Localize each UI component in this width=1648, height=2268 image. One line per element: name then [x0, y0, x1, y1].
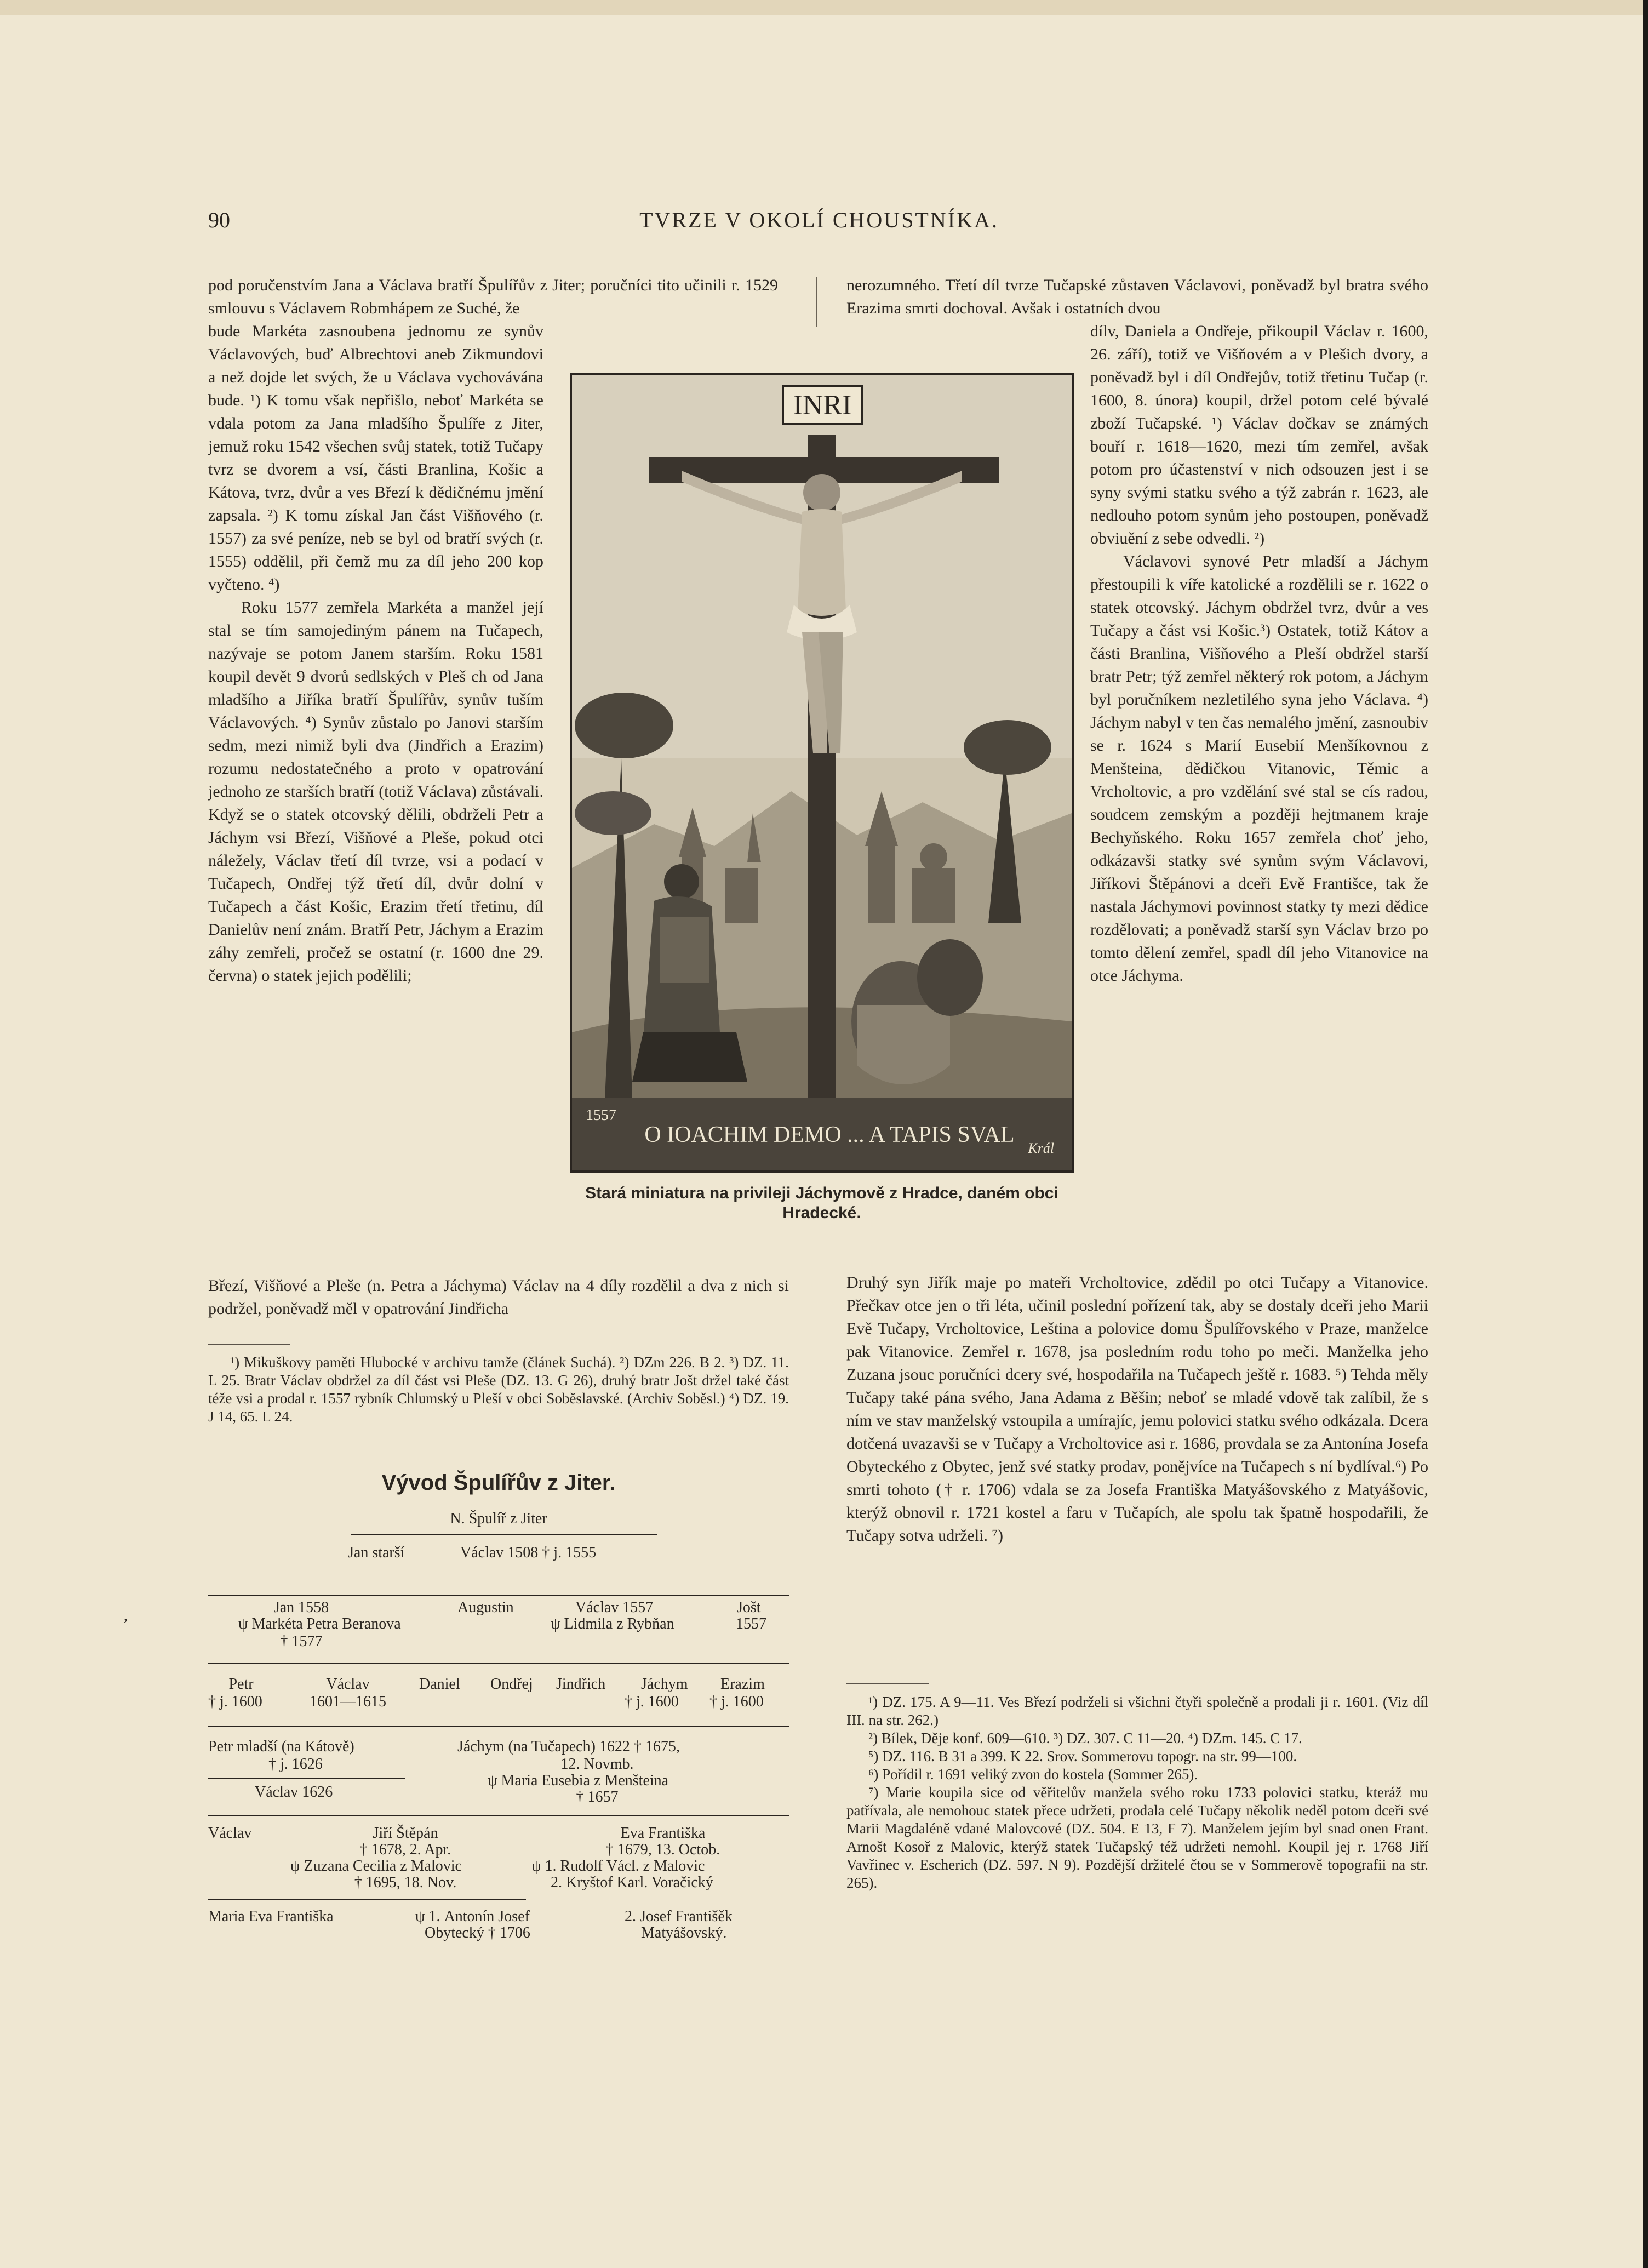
gen3-ondrej: Ondřej [490, 1676, 533, 1693]
margin-mark: , [124, 1607, 128, 1624]
gen4-petr-died: † j. 1626 [268, 1756, 323, 1773]
paragraph: dílv, Daniela a Ondřeje, přikoupil Václav r. 1600, 26. září), totiž ve Višňovém a v Plešich dvory, a poněvadž byl i díl Ondřejův, totiž třetinu Tučap (r. 1600, 8. února) koupil, držel potom celé bývalé zboží Tučapské. ¹) Václav dočkav se známých bouří r. 1618—1620, mezi tím zemřel, avšak potom pro účastenství v nich odsouzen jest i se syny svými statku svého a týž zabrán r. 1623, ale nedlouho potom synům jeho postoupen, poněvadž obviuění z sebe odvedli. ²) [1090, 322, 1428, 547]
gen3-erazim: Erazim [720, 1676, 765, 1693]
footnote: ⁷) Marie koupila sice od věřitelův manžela svého roku 1733 polovici statku, kteráž mu patřívala, ale nemohouc statek přece udržeti, prodala celé Tučapy několik neděl potom dceři své Marii Magdaléně vdané Malovcové (DZ. 504. E 13, F 7). Manželem jejím byl snad onen Frant. Arnošt Kosoř z Malovic, kterýž statek Tučapský též udržeti nemohl. Koupil jej r. 1768 Jiří Vavřinec v. Escherich (DZ. 597. N 9). Pozdější držitelé čtou se v Sommerově topografii na str. 265). [846, 1784, 1428, 1891]
gen6-husband-2-line2: Matyášovský. [641, 1924, 727, 1941]
crucifixion-miniature [570, 373, 1074, 1173]
body-text-left-top: pod poručenstvím Jana a Václava bratří Špulířův z Jiter; poručníci tito učinili r. 1529 smlouvu s Václavem Robmhápem ze Suché, že [208, 276, 778, 317]
gen5-eva-husband-2: 2. Kryštof Karl. Voračický [551, 1874, 713, 1891]
gen3-daniel: Daniel [419, 1676, 460, 1693]
gen5-vaclav: Václav [208, 1825, 252, 1842]
paragraph: bude Markéta zasnoubena jednomu ze synův Václavových, buď Albrechtovi aneb Zikmundovi a než dojde let svých, že u Václava vychovávána bude. ¹) K tomu však nepřišlo, neboť Markéta se vdala potom za Jana mladšího Špulíře z Jiter, jemuž roku 1542 všechen svůj statek, totiž Tučapy tvrz se dvorem a vsí, části Branlina, Košic a Kátova, tvrz, dvůr a ves Březí k dědičnému jmění zapsala. ²) K tomu získal Jan část Višňového (r. 1557) za své peníze, neb se byl od bratří svých (r. 1555) oddělil, při čemž mu za díl jeho 200 kop vyčteno. ⁴) [208, 322, 543, 593]
body-text-right-top: nerozumného. Třetí díl tvrze Tučapské zůstaven Václavovi, poněvadž byl bratra svého Erazima smrti dochoval. Avšak i ostatních dvou [846, 276, 1428, 317]
gen6-husband-1: ψ 1. Antonín Josef [415, 1908, 530, 1925]
genealogy-line [208, 1815, 789, 1816]
footnote: ²) Bílek, Děje konf. 609—610. ³) DZ. 307. C 11—20. ⁴) DZm. 145. C 17. [868, 1730, 1302, 1746]
genealogy-line [208, 1663, 789, 1664]
gen2-jost: Jošt [737, 1599, 761, 1616]
footnote: ¹) Mikuškovy paměti Hlubocké v archivu tamže (článek Suchá). ²) DZm 226. B 2. ³) DZ. 11. L 25. Bratr Václav obdržel za díl část vsi Pleše (DZ. 13. G 26), druhý bratr Jošt držel také část téže vsi a prodal r. 1557 rybník Chlumský u Pleší v obci Soběslavské. (Archiv Soběsl.) ⁴) DZ. 19. J 14, 65. L 24. [208, 1354, 789, 1425]
genealogy-title: Vývod Špulířův z Jiter. [381, 1471, 616, 1495]
gen3-jindrich: Jindřich [556, 1676, 606, 1693]
miniature-year: 1557 [586, 1107, 616, 1124]
gen4-petr: Petr mladší (na Kátově) [208, 1738, 354, 1755]
page-number: 90 [208, 208, 230, 232]
gen3-erazim-died: † j. 1600 [709, 1693, 764, 1710]
gen1-vaclav: Václav 1508 † j. 1555 [460, 1544, 597, 1561]
gen2-jost-year: 1557 [736, 1615, 766, 1632]
miniature-signature: Král [1028, 1140, 1054, 1156]
genealogy-line [208, 1595, 789, 1596]
paragraph: Václavovi synové Petr mladší a Jáchym přestoupili k víře katolické a rozdělili se r. 1622 o statek otcovský. Jáchym obdržel tvrz, dvůr a ves Tučapy a část vsi Košic.³) Ostatek, totiž Kátov a části Branlina, Višňového a Pleší obdržel starší bratr Petr; týž zemřel některý rok potom, a Jáchym byl poručníkem nezletilého syna jeho Václava. ⁴) Jáchym nabyl v ten čas nemalého jmění, zasnoubiv se r. 1624 s Marií Eusebií Menšíkovnou z Menšteina, dědičkou Vitanovic, Těmic a Vrcholtovic, a pro vzdělání své stal se cís radou, soudcem zemským a později hejtmanem kraje Bechyňského. Roku 1657 zemřela choť jeho, odkázavši statky své synům svým Václavovi, Jiříkovi Štěpánovi a dceři Evě Františce, tak že nastala Jáchymovi povinnost statky ty mezi dědice rozdělovati; a poněvadž starší syn Václav brzo po tomto dělení zemřel, spadl díl jeho Vitanovice na otce Jáchyma. [1090, 552, 1428, 985]
body-text-left-full: Březí, Višňové a Pleše (n. Petra a Jáchyma) Václav na 4 díly rozdělil a dva z nich si podržel, poněvadž měl v opatrování Jindřicha [208, 1277, 789, 1318]
page-header [208, 207, 1430, 240]
body-text-right-narrow [1090, 320, 1428, 987]
gen6-husband-2: 2. Josef Františěk [625, 1908, 733, 1925]
gen5-jiri-wife-died: † 1695, 18. Nov. [354, 1874, 457, 1891]
gen3-vaclav: Václav [326, 1676, 370, 1693]
genealogy-line [208, 1778, 405, 1779]
genealogy-line [208, 1726, 789, 1727]
gen5-jiri-wife: ψ Zuzana Cecilia z Malovic [290, 1858, 462, 1875]
gen4-jachym-date: 12. Novmb. [560, 1756, 634, 1773]
page-top-edge [0, 0, 1648, 15]
gen1-jan: Jan starší [348, 1544, 405, 1561]
genealogy-line [208, 1899, 526, 1900]
gen2-jan-wife: ψ Markéta Petra Beranova [238, 1615, 401, 1632]
gen5-eva: Eva Františka [620, 1825, 706, 1842]
gen3-petr: Petr [228, 1676, 254, 1693]
footnotes-left [208, 1353, 789, 1426]
gen2-jan: Jan 1558 [273, 1599, 329, 1616]
genealogy-table [208, 1471, 789, 2241]
body-text-left-narrow [208, 320, 543, 987]
running-title: TVRZE V OKOLÍ CHOUSTNÍKA. [639, 208, 999, 232]
gen3-jachym-died: † j. 1600 [625, 1693, 679, 1710]
gen2-vaclav-wife: ψ Lidmila z Rybňan [551, 1615, 674, 1632]
footnote: ⁵) DZ. 116. B 31 a 399. K 22. Srov. Sommerovu topogr. na str. 99—100. [868, 1748, 1297, 1764]
gen5-eva-died: † 1679, 13. Octob. [605, 1841, 720, 1858]
gen5-jiri: Jiří Štěpán [373, 1825, 438, 1842]
gen6-husband-1-line2: Obytecký † 1706 [425, 1924, 530, 1941]
gen6-maria: Maria Eva Františka [208, 1908, 334, 1925]
miniature-drawing [572, 375, 1072, 1170]
miniature-inscription: O IOACHIM DEMO ... A TAPIS SVAL [644, 1122, 1015, 1147]
gen2-vaclav: Václav 1557 [575, 1599, 654, 1616]
genealogy-root: N. Špulíř z Jiter [450, 1510, 547, 1527]
column-divider [816, 277, 817, 327]
page-right-edge [1643, 0, 1648, 2268]
body-text-right-bottom: Druhý syn Jiřík maje po mateři Vrcholtovice, zdědil po otci Tučapy a Vitanovice. Přečkav otce jen o tři léta, učinil poslední pořízení tak, aby se dostaly dceři jeho Marii Evě Tučapy, Vrcholtovice, Leština a polovice domu Špulířovského v Praze, manželce pak Vitanovice. Zemřel r. 1678, jsa posledním rodu toho po meči. Manželka jeho Zuzana jsouc poručníci dcery své, hospodařila na Tučapech ještě r. 1683. ⁵) Tehda měly Tučapy také pána svého, Jana Adama z Běšin; neboť se mladé vdově tak zalíbil, že s ním ve stav manželský vstoupila a umírajíc, jemu polovici statku svého odkázala. Dcera dotčená uvazavši se v Tučapy a Vrcholtovice asi r. 1686, provdala se za Antonína Josefa Obyteckého z Obytec, jenž své statky prodav, ponějvíce na Tučapech s ní bydlíval.⁶) Po smrti tohoto († r. 1706) vdala se za Josefa Františka Matyášovského z Matyášovic, kterýž obnovil r. 1721 kostel a faru v Tučapích, ale spolu tak špatně hospodařili, že Tučapy sotva udrželi. ⁷) [846, 1273, 1428, 1545]
gen5-jiri-died: † 1678, 2. Apr. [359, 1841, 451, 1858]
figure-caption: Stará miniatura na privileji Jáchymově z Hradce, daném obci Hradecké. [585, 1184, 1058, 1222]
gen3-vaclav-years: 1601—1615 [310, 1693, 386, 1710]
gen4-jachym-wife-died: † 1657 [576, 1789, 619, 1806]
genealogy-line [351, 1534, 657, 1535]
paragraph: Roku 1577 zemřela Markéta a manžel její stal se tím samojediným pánem na Tučapech, nazývaje se potom Janem starším. Roku 1581 koupil devět 9 dvorů sedlských v Pleš ch od Jana mladšího a Jiříka bratří Špulířův, synův tuším Václavových. ⁴) Synův zůstalo po Janovi starším sedm, mezi nimiž byli dva (Jindřich a Erazim) rozumu nedostatečného a proto v opatrování jednoho ze starších bratří (totiž Václava) zůstávali. Když se o statek otcovský dělili, obdrželi Petr a Jáchym vsi Březí, Višňové a Pleše, pokud otci náležely, Václav třetí díl tvrze, vsi a podací v Tučapech, Ondřej týž třetí díl, dvůr dolní v Tučapech a část Košic, Erazim třetí třetinu, díl Danielův není znám. Bratří Petr, Jáchym a Erazim záhy zemřeli, pročež se ostatní (r. 1600 dne 29. června) o statek jejich podělili; [208, 598, 543, 985]
gen4-jachym: Jáchym (na Tučapech) 1622 † 1675, [457, 1738, 680, 1755]
gen3-petr-died: † j. 1600 [208, 1693, 262, 1710]
footnote: ⁶) Pořídil r. 1691 veliký zvon do kostela (Sommer 265). [868, 1766, 1198, 1783]
footnote-rule [846, 1683, 929, 1684]
gen2-jan-died: † 1577 [280, 1633, 323, 1650]
footnotes-right [846, 1693, 1428, 1892]
gen4-vaclav: Václav 1626 [255, 1784, 333, 1801]
footnote: ¹) DZ. 175. A 9—11. Ves Březí podrželi si všichni čtyři společně a prodali ji r. 1601. (Viz díl III. na str. 262.) [846, 1694, 1428, 1728]
gen4-jachym-wife: ψ Maria Eusebia z Menšteina [488, 1772, 669, 1789]
gen2-augustin: Augustin [457, 1599, 514, 1616]
gen3-jachym: Jáchym [641, 1676, 688, 1693]
gen5-eva-husband-1: ψ 1. Rudolf Václ. z Malovic [531, 1858, 705, 1875]
footnote-rule [208, 1344, 290, 1345]
inri-inscription: INRI [793, 390, 852, 421]
